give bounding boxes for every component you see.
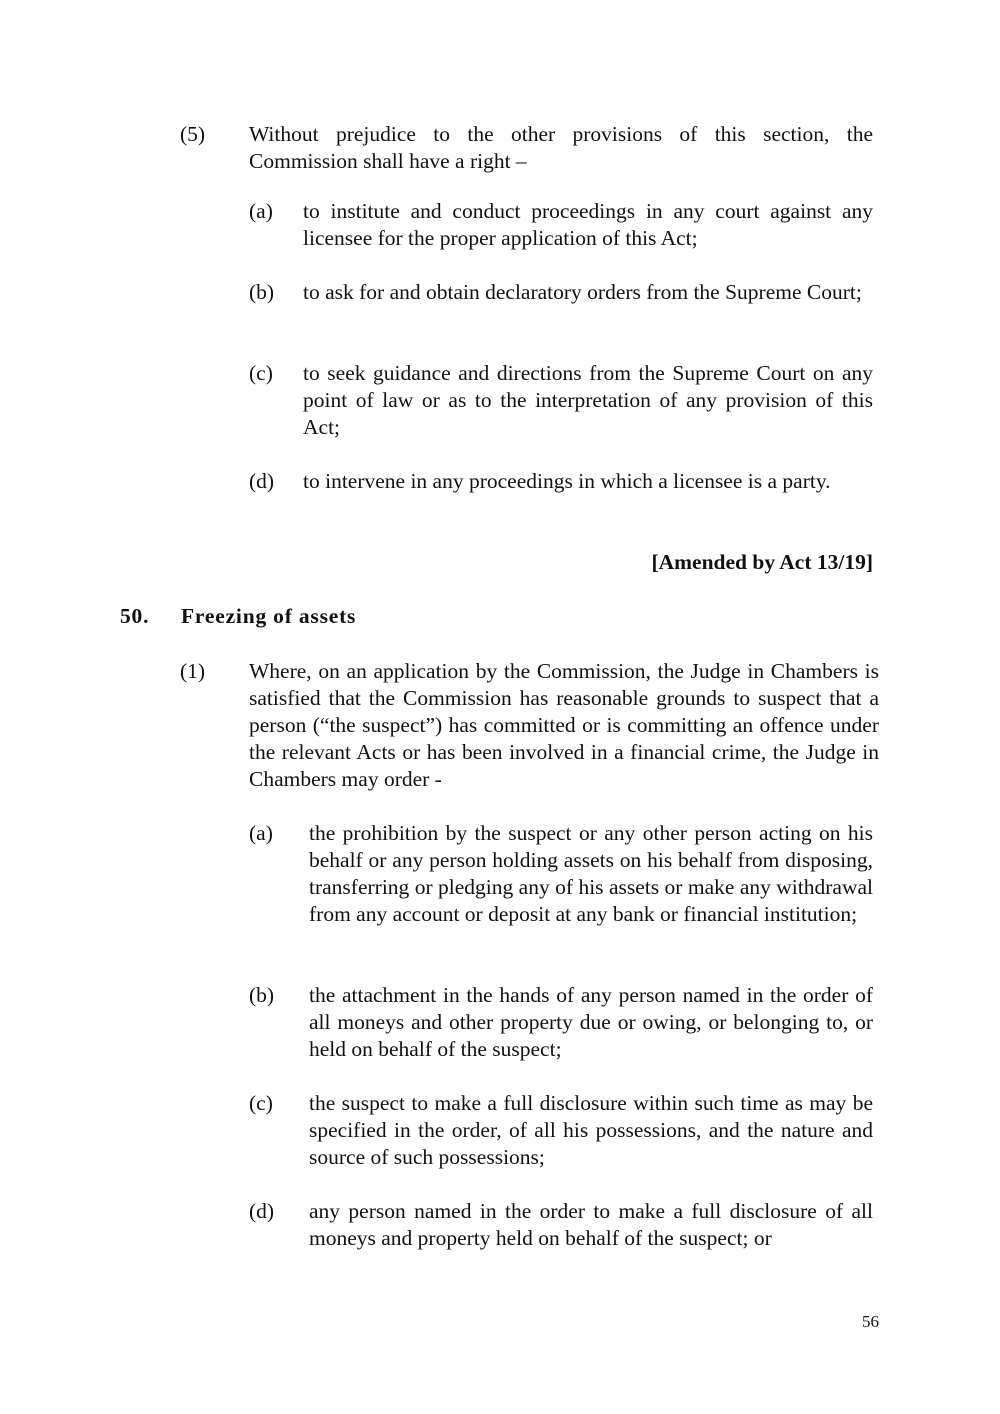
item-1b-text: the attachment in the hands of any person named in the order of all moneys and other property due or owing, or belonging to, or held on behalf of the suspect; <box>309 983 873 1061</box>
item-5d-text: to intervene in any proceedings in which a licensee is a party. <box>303 469 831 493</box>
item-5a-label: (a) <box>249 199 273 223</box>
item-1c-text: the suspect to make a full disclosure within such time as may be specified in the order, of all his possessions, and the nature and source of such possessions; <box>309 1091 873 1169</box>
item-1c-label: (c) <box>249 1091 273 1115</box>
subsection-5-text: Without prejudice to the other provisions of this section, the Commission shall have a right – <box>249 122 873 173</box>
subsection-1-number: (1) <box>180 659 206 683</box>
item-5b-text: to ask for and obtain declaratory orders from the Supreme Court; <box>303 280 862 304</box>
page-number: 56 <box>862 1312 879 1331</box>
item-5d-label: (d) <box>249 469 275 493</box>
item-1a-text: the prohibition by the suspect or any other person acting on his behalf or any person holding assets on his behalf from disposing, transferring or pledging any of his assets or make any withdrawal from any account or deposit at any bank or financial institution; <box>309 821 873 926</box>
subsection-5-number: (5) <box>180 122 206 146</box>
item-1d-label: (d) <box>249 1199 275 1223</box>
section-number: 50. <box>120 604 150 628</box>
item-1d-text: any person named in the order to make a full disclosure of all moneys and property held on behalf of the suspect; or <box>309 1199 873 1250</box>
item-1b-label: (b) <box>249 983 275 1007</box>
item-5c-text: to seek guidance and directions from the Supreme Court on any point of law or as to the interpretation of any provision of this Act; <box>303 361 873 439</box>
item-5c-label: (c) <box>249 361 273 385</box>
amendment-note: [Amended by Act 13/19] <box>651 550 873 574</box>
item-1a-label: (a) <box>249 821 273 845</box>
subsection-1-text: Where, on an application by the Commission, the Judge in Chambers is satisfied that the Commission has reasonable grounds to suspect that a person (“the suspect”) has committed or is committing an offence under the relevant Acts or has been involved in a financial crime, the Judge in Chambers may order - <box>249 659 879 791</box>
item-5a-text: to institute and conduct proceedings in any court against any licensee for the proper application of this Act; <box>303 199 873 250</box>
section-title: Freezing of assets <box>181 604 357 628</box>
item-5b-label: (b) <box>249 280 275 304</box>
